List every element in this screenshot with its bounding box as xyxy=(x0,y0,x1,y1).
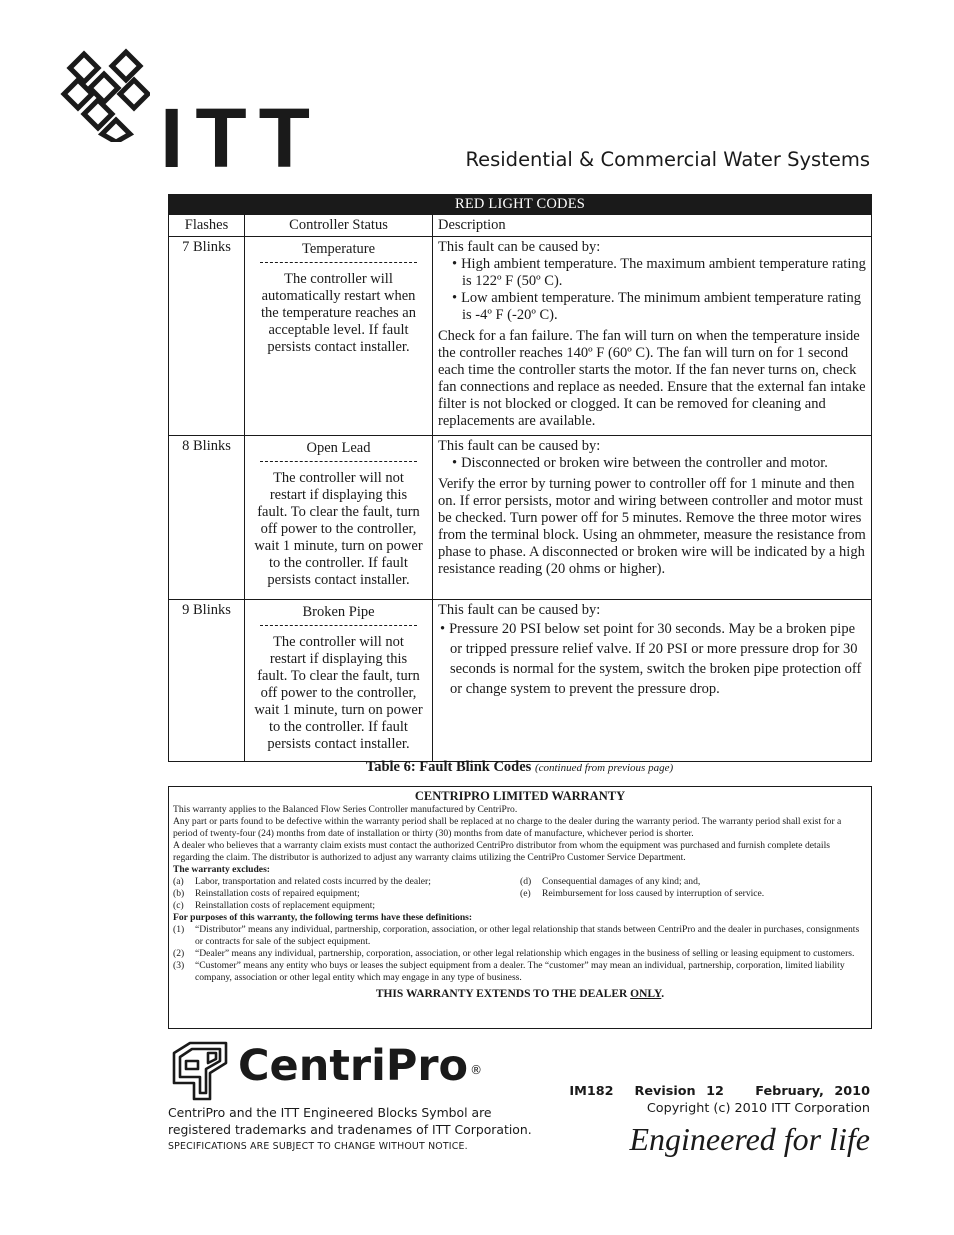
warranty-box xyxy=(168,786,872,1029)
description-bullet: • Low ambient temperature. The minimum ambient temperature rating is -4º F (-20º C). xyxy=(450,290,866,324)
warranty-title: CENTRIPRO LIMITED WARRANTY xyxy=(414,789,626,803)
status-text: The controller will automatically restart when the temperature reaches an acceptable level. If fault persists contact installer. xyxy=(261,271,416,355)
registered-mark: ® xyxy=(470,1063,483,1077)
itt-brand: ITT xyxy=(160,91,322,185)
warranty-paragraph: Any part or parts found to be defective within the warranty period shall be replaced at no charge to the dealer during the warranty period. The warranty period shall exist for a period of twenty-four (24) months from date of installation or thirty (30) months from date of manufacture, whichever period is shorter. xyxy=(173,816,842,839)
warranty-footer-end: . xyxy=(661,988,665,1000)
list-value: “Distributor” means any individual, partnership, corporation, association, or other legal relationship that stands between CentriPro and the dealer in purchases, consignments or contracts for sale of the subject equipment. xyxy=(195,924,860,947)
status-name: Broken Pipe xyxy=(302,604,375,620)
table-row xyxy=(169,600,872,762)
description-detail: Check for a fan failure. The fan will turn on when the temperature inside the controller reaches 140º F (60º C). The fan will turn on for 1 second each time the controller starts the motor. If the fan never turns on, check fan connections and replace as needed. Ensure that the external fan intake filter is not blocked or clogged. It can be removed for cleaning and replacements are available. xyxy=(438,328,866,429)
table-caption xyxy=(168,759,871,776)
list-value: Labor, transportation and related costs incurred by the dealer; xyxy=(195,876,431,887)
caption-title: Table 6: Fault Blink Codes xyxy=(365,759,532,775)
revision: Revision 12 xyxy=(634,1084,724,1099)
list-value: Reinstallation costs of repaired equipment; xyxy=(195,888,360,899)
list-key: (b) xyxy=(173,888,185,899)
centripro-wordmark: CentriPro xyxy=(238,1041,469,1091)
centripro-brand xyxy=(238,1036,482,1096)
list-item xyxy=(173,876,520,888)
definitions-title: For purposes of this warranty, the following terms have these definitions: xyxy=(173,912,473,923)
slogan: Engineered for life xyxy=(629,1121,870,1157)
warranty-paragraph: This warranty applies to the Balanced Flow Series Controller manufactured by CentriPro. xyxy=(173,804,518,815)
status-cell xyxy=(245,436,433,600)
excludes-title: The warranty excludes: xyxy=(173,864,270,875)
list-key: (e) xyxy=(520,888,531,899)
list-key: (a) xyxy=(173,876,184,887)
red-light-codes-table xyxy=(168,194,872,762)
list-item xyxy=(173,948,867,960)
description-bullet: • High ambient temperature. The maximum ambient temperature rating is 122º F (50º C). xyxy=(450,256,866,290)
warranty-footer-emphasis: ONLY xyxy=(630,988,662,1000)
copyright: Copyright (c) 2010 ITT Corporation xyxy=(646,1101,870,1116)
table-row xyxy=(169,237,872,436)
column-header-controller-status: Controller Status xyxy=(245,215,433,237)
list-key: (c) xyxy=(173,900,184,911)
status-name: Temperature xyxy=(301,241,376,257)
list-value: Reinstallation costs of replacement equipment; xyxy=(195,900,376,911)
centripro-logo-icon xyxy=(168,1039,232,1103)
description-detail: Verify the error by turning power to controller off for 1 minute and then on. If error persists, motor and wiring between controller and motor must be checked. Turn power off for 5 minutes. Remove the three motor wires from the terminal block. Using an ohmmeter, measure the resistance from phase to phase. A disconnected or broken wire will be indicated by a high resistance reading (20 ohms or higher). xyxy=(438,476,866,577)
flashes-cell: 8 Blinks xyxy=(169,436,245,600)
status-text: The controller will not restart if displaying this fault. To clear the fault, turn off power to the controller, wait 1 minute, turn on power to the controller. If fault persists contact installer. xyxy=(254,470,423,588)
list-value: Consequential damages of any kind; and, xyxy=(542,876,701,887)
list-key: (2) xyxy=(173,948,185,959)
list-key: (1) xyxy=(173,924,185,935)
trademark-line: registered trademarks and tradenames of ITT Corporation. xyxy=(168,1122,532,1137)
description-cell xyxy=(433,436,872,600)
warranty-footer-text: THIS WARRANTY EXTENDS TO THE DEALER xyxy=(375,988,631,1000)
list-item xyxy=(173,888,520,900)
specs-notice: SPECIFICATIONS ARE SUBJECT TO CHANGE WITHOUT NOTICE. xyxy=(168,1141,468,1152)
document-info xyxy=(569,1083,870,1117)
status-text: The controller will not restart if displaying this fault. To clear the fault, turn off power to the controller, wait 1 minute, turn on power to the controller. If fault persists contact installer. xyxy=(254,634,423,752)
description-cell xyxy=(433,600,872,762)
list-item xyxy=(520,876,867,888)
tagline: Residential & Commercial Water Systems xyxy=(465,148,870,171)
description-intro: This fault can be caused by: xyxy=(438,239,601,255)
trademark-line: CentriPro and the ITT Engineered Blocks Symbol are xyxy=(168,1105,492,1120)
list-value: Reimbursement for loss caused by interruption of service. xyxy=(542,888,765,899)
list-value: “Dealer” means any individual, partnership, corporation, association, or other legal relationship which engages in the business of selling or leasing equipment to customers. xyxy=(195,948,855,959)
list-item xyxy=(173,924,867,948)
status-cell xyxy=(245,237,433,436)
itt-blocks-logo-icon xyxy=(54,46,150,142)
excludes-list xyxy=(173,876,867,912)
flashes-cell: 9 Blinks xyxy=(169,600,245,762)
description-intro: This fault can be caused by: xyxy=(438,602,601,618)
description-intro: This fault can be caused by: xyxy=(438,438,601,454)
document-id: IM182 xyxy=(569,1084,614,1099)
list-item xyxy=(173,900,520,912)
description-cell xyxy=(433,237,872,436)
column-header-description: Description xyxy=(433,215,872,237)
flashes-cell: 7 Blinks xyxy=(169,237,245,436)
warranty-paragraph: A dealer who believes that a warranty claim exists must contact the authorized CentriPro distributor from whom the equipment was purchased and furnish complete details regarding the claim. The distributor is authorized to adjust any warranty claims utilizing the CentriPro Customer Service Department. xyxy=(173,840,830,863)
list-item xyxy=(173,960,867,984)
document-date: February, 2010 xyxy=(755,1084,870,1099)
list-key: (3) xyxy=(173,960,185,971)
trademark-notice xyxy=(168,1104,532,1155)
description-bullet: • Disconnected or broken wire between the controller and motor. xyxy=(450,455,866,472)
table-banner: RED LIGHT CODES xyxy=(169,195,872,215)
document-id-line xyxy=(569,1083,870,1100)
list-key: (d) xyxy=(520,876,532,887)
caption-note: (continued from previous page) xyxy=(534,762,674,774)
description-bullet: • Pressure 20 PSI below set point for 30 seconds. May be a broken pipe or tripped pressure relief valve. If 20 PSI or more pressure drop for 30 seconds is normal for the system, switch the broken pipe protection off or change system to prevent the pressure drop. xyxy=(438,619,866,699)
list-value: “Customer” means any entity who buys or leases the subject equipment from a dealer. The “customer” may mean an individual, partnership, corporation, limited liability company, association or other legal entity which may engage in any type of business. xyxy=(195,960,845,983)
status-name: Open Lead xyxy=(306,440,371,456)
warranty-footer xyxy=(173,988,867,1000)
status-cell xyxy=(245,600,433,762)
list-item xyxy=(520,888,867,900)
column-header-flashes: Flashes xyxy=(169,215,245,237)
table-row xyxy=(169,436,872,600)
